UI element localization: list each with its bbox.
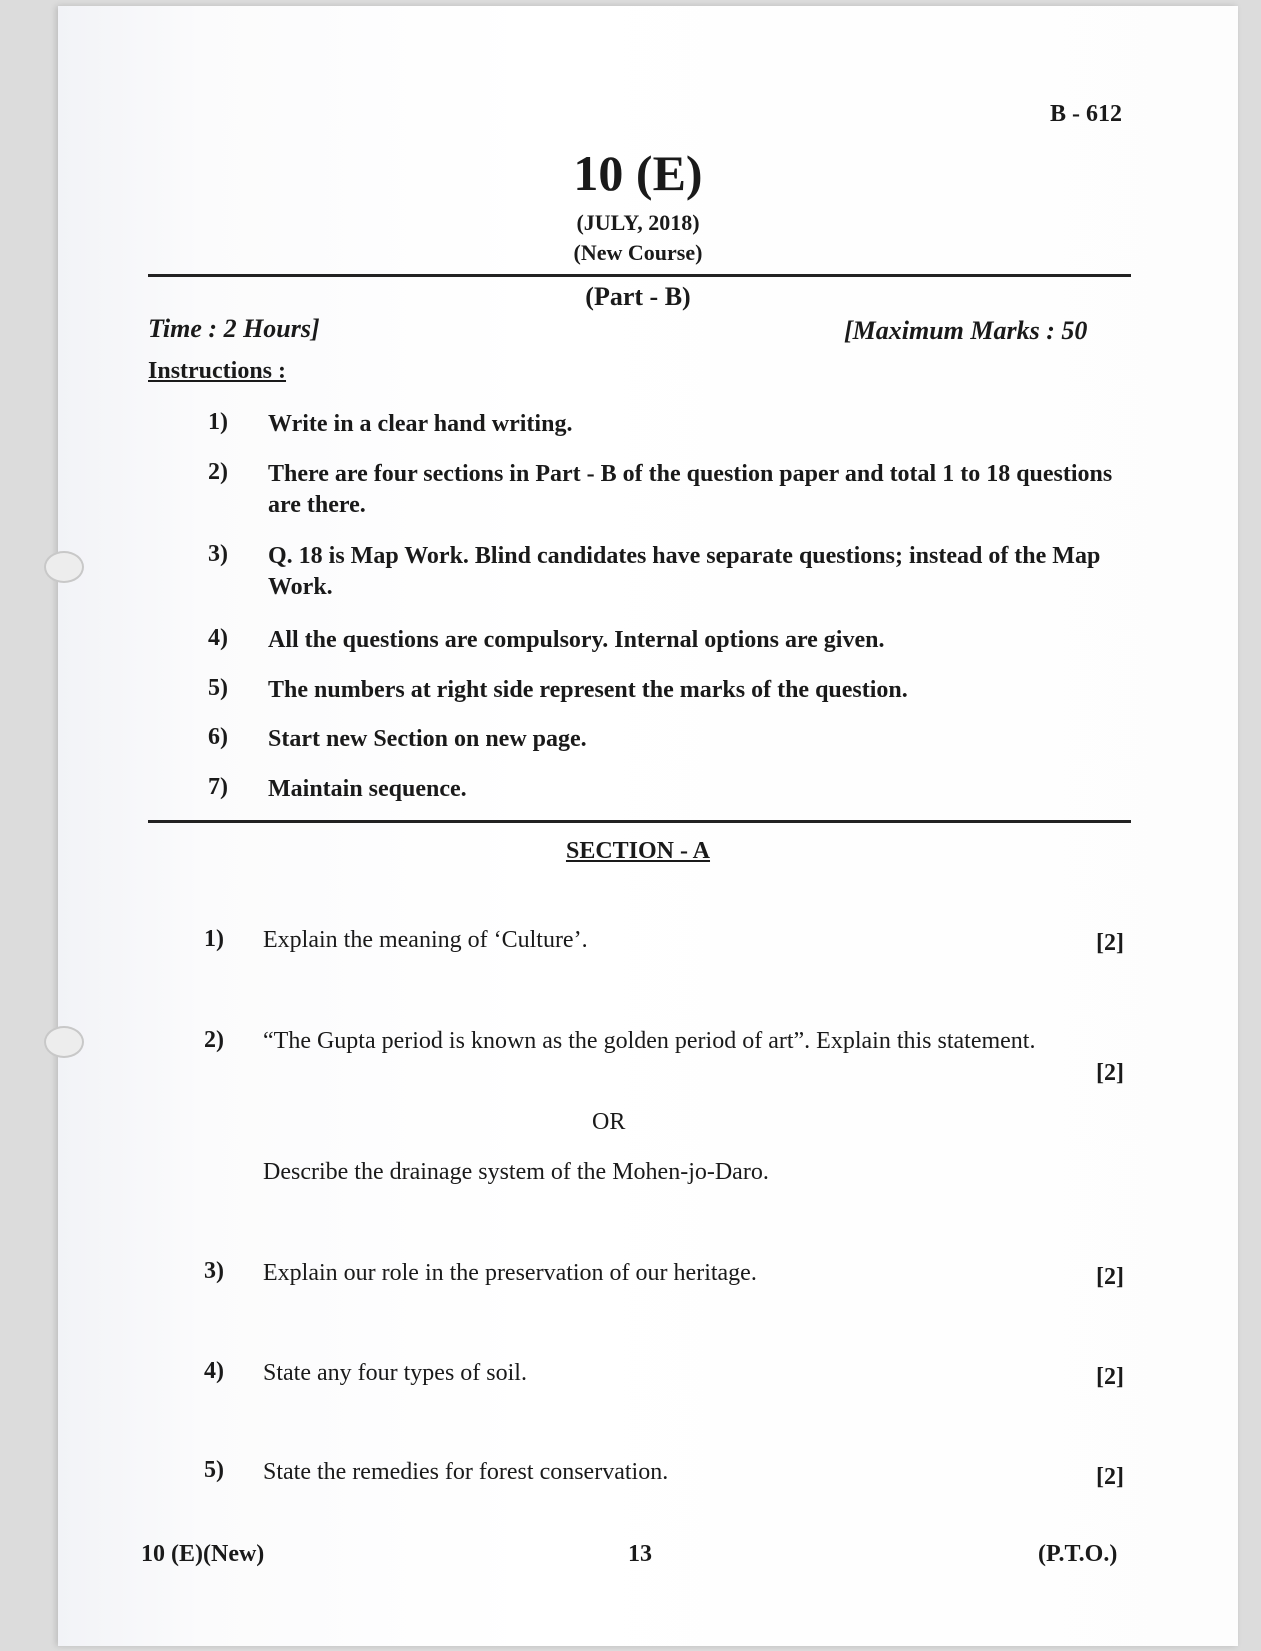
instruction-text: Maintain sequence. — [268, 776, 467, 802]
instructions-divider — [148, 820, 1131, 823]
question-text: State the remedies for forest conservation. — [263, 1459, 669, 1485]
exam-session: (JULY, 2018) — [576, 210, 700, 235]
question-text: State any four types of soil. — [263, 1360, 527, 1386]
instruction-number: 1) — [208, 409, 228, 435]
question-marks: [2] — [1096, 1364, 1124, 1390]
question-alternative-text: Describe the drainage system of the Mohen-jo-Daro. — [263, 1159, 769, 1185]
question-number: 3) — [204, 1258, 224, 1284]
question-number: 5) — [204, 1457, 224, 1483]
header-divider — [148, 274, 1131, 277]
instructions-heading: Instructions : — [148, 358, 287, 384]
question-number: 1) — [204, 926, 224, 952]
course-label: (New Course) — [573, 240, 703, 265]
instruction-text: All the questions are compulsory. Internal options are given. — [268, 627, 885, 653]
question-marks: [2] — [1096, 1264, 1124, 1290]
paper-title: 10 (E) — [573, 145, 703, 201]
instruction-text: Write in a clear hand writing. — [268, 411, 573, 437]
instruction-number: 2) — [208, 459, 228, 485]
instruction-number: 3) — [208, 541, 228, 567]
instruction-number: 4) — [208, 625, 228, 651]
time-allowed: Time : 2 Hours] — [148, 314, 320, 343]
question-marks: [2] — [1096, 1464, 1124, 1490]
section-title: SECTION - A — [565, 838, 711, 864]
question-text: Explain our role in the preservation of our heritage. — [263, 1260, 757, 1286]
or-label: OR — [592, 1109, 626, 1135]
instruction-number: 7) — [208, 774, 228, 800]
page-number: 13 — [628, 1541, 652, 1567]
part-label: (Part - B) — [585, 282, 691, 311]
instruction-number: 5) — [208, 675, 228, 701]
please-turn-over: (P.T.O.) — [1038, 1541, 1118, 1567]
instruction-text: The numbers at right side represent the marks of the question. — [268, 677, 908, 703]
footer-paper-code: 10 (E)(New) — [141, 1541, 265, 1567]
instruction-text: There are four sections in Part - B of the question paper and total 1 to 18 questions are there. — [268, 461, 1113, 518]
exam-page — [58, 6, 1238, 1646]
instruction-text: Start new Section on new page. — [268, 726, 587, 752]
maximum-marks: [Maximum Marks : 50 — [844, 316, 1088, 345]
punch-hole-bottom — [44, 1026, 84, 1058]
question-marks: [2] — [1096, 1060, 1124, 1086]
question-number: 2) — [204, 1027, 224, 1053]
punch-hole-top — [44, 551, 84, 583]
instruction-text: Q. 18 is Map Work. Blind candidates have separate questions; instead of the Map Work. — [268, 543, 1101, 600]
instruction-number: 6) — [208, 724, 228, 750]
question-text: Explain the meaning of ‘Culture’. — [263, 927, 588, 953]
question-number: 4) — [204, 1358, 224, 1384]
paper-code: B - 612 — [1050, 101, 1122, 127]
question-text: “The Gupta period is known as the golden period of art”. Explain this statement. — [263, 1028, 1036, 1054]
question-marks: [2] — [1096, 930, 1124, 956]
